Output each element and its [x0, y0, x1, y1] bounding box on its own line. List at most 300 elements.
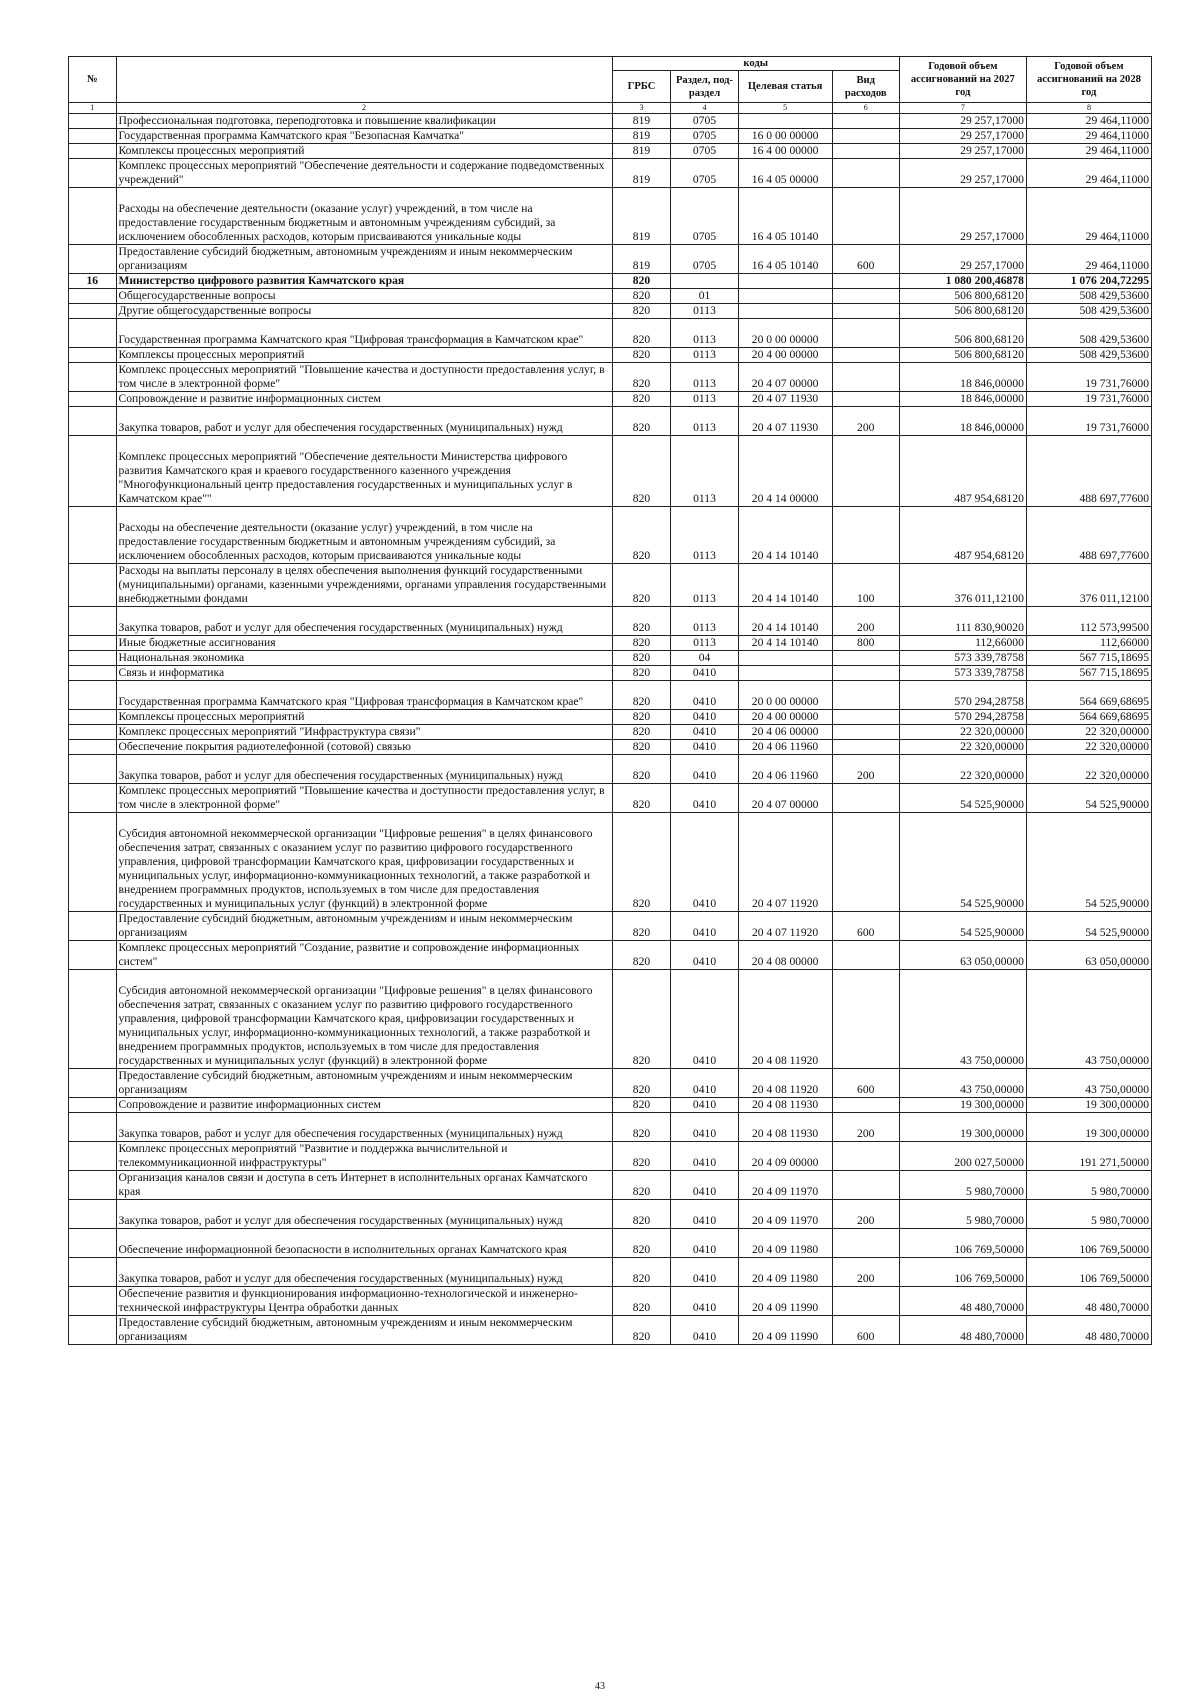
section-code: 0705: [671, 159, 738, 188]
expense-type-code: [832, 710, 899, 725]
grbs-code: 820: [612, 681, 671, 710]
grbs-code: 820: [612, 755, 671, 784]
target-article-code: 20 4 09 11990: [738, 1287, 832, 1316]
volume-2027: 376 011,12100: [899, 564, 1026, 607]
section-code: 0113: [671, 407, 738, 436]
table-row: [69, 114, 1152, 129]
expense-name: Связь и информатика: [116, 666, 612, 681]
volume-2028: 5 980,70000: [1026, 1200, 1151, 1229]
row-number: [69, 813, 117, 912]
grbs-code: 820: [612, 274, 671, 289]
grbs-code: 820: [612, 1142, 671, 1171]
volume-2028: 19 731,76000: [1026, 407, 1151, 436]
section-code: 0705: [671, 114, 738, 129]
row-number: [69, 1069, 117, 1098]
row-number: [69, 1113, 117, 1142]
expense-name: Закупка товаров, работ и услуг для обеспечения государственных (муниципальных) нужд: [116, 607, 612, 636]
grbs-code: 820: [612, 784, 671, 813]
row-number: [69, 784, 117, 813]
grbs-code: 820: [612, 348, 671, 363]
expense-type-code: 100: [832, 564, 899, 607]
volume-2028: 106 769,50000: [1026, 1258, 1151, 1287]
expense-name: Комплекс процессных мероприятий "Повышение качества и доступности предоставления услуг, в том числе в электронной форме": [116, 784, 612, 813]
expense-type-code: [832, 1098, 899, 1113]
expense-type-code: [832, 392, 899, 407]
expense-name: Закупка товаров, работ и услуг для обеспечения государственных (муниципальных) нужд: [116, 1258, 612, 1287]
section-code: 0705: [671, 129, 738, 144]
expense-type-code: 200: [832, 755, 899, 784]
grbs-code: 820: [612, 725, 671, 740]
volume-2027: 5 980,70000: [899, 1200, 1026, 1229]
table-row: [69, 1287, 1152, 1316]
volume-2028: 567 715,18695: [1026, 651, 1151, 666]
table-row: [69, 755, 1152, 784]
row-number: [69, 159, 117, 188]
row-number: [69, 1098, 117, 1113]
volume-2028: 1 076 204,72295: [1026, 274, 1151, 289]
row-number: [69, 1229, 117, 1258]
expense-name: Комплекс процессных мероприятий "Развитие и поддержка вычислительной и телекоммуникационной инфраструктуры": [116, 1142, 612, 1171]
expense-type-code: 800: [832, 636, 899, 651]
header-codes: коды: [612, 57, 899, 71]
section-code: 0410: [671, 784, 738, 813]
grbs-code: 820: [612, 1229, 671, 1258]
expense-type-code: 200: [832, 1258, 899, 1287]
expense-type-code: 200: [832, 607, 899, 636]
section-code: 0410: [671, 666, 738, 681]
volume-2028: 508 429,53600: [1026, 304, 1151, 319]
target-article-code: 20 4 09 11980: [738, 1258, 832, 1287]
volume-2027: 506 800,68120: [899, 304, 1026, 319]
table-row: [69, 1258, 1152, 1287]
grbs-code: 820: [612, 319, 671, 348]
row-number: [69, 188, 117, 245]
target-article-code: 16 4 05 00000: [738, 159, 832, 188]
expense-type-code: [832, 651, 899, 666]
volume-2027: 19 300,00000: [899, 1098, 1026, 1113]
grbs-code: 819: [612, 159, 671, 188]
col-number: 3: [612, 103, 671, 114]
volume-2028: 29 464,11000: [1026, 144, 1151, 159]
col-number: 4: [671, 103, 738, 114]
row-number: [69, 1316, 117, 1345]
volume-2028: 488 697,77600: [1026, 436, 1151, 507]
volume-2027: 18 846,00000: [899, 407, 1026, 436]
section-code: 0410: [671, 1142, 738, 1171]
expense-name: Государственная программа Камчатского края "Безопасная Камчатка": [116, 129, 612, 144]
row-number: [69, 1258, 117, 1287]
volume-2028: 29 464,11000: [1026, 245, 1151, 274]
target-article-code: 20 0 00 00000: [738, 681, 832, 710]
table-row: [69, 1069, 1152, 1098]
volume-2028: 191 271,50000: [1026, 1142, 1151, 1171]
table-row: [69, 363, 1152, 392]
grbs-code: 820: [612, 1287, 671, 1316]
expense-type-code: 600: [832, 1316, 899, 1345]
section-code: 0410: [671, 755, 738, 784]
expense-name: Субсидия автономной некоммерческой организации "Цифровые решения" в целях финансового обеспечения затрат, связанных с оказанием услуг по развитию цифрового государственного управления, цифровой трансформации Камчатского края, цифровизации государственных и муниципальных услуг, информационно-коммуникационных технологий, а также разработкой и внедрением программных продуктов, используемых в том числе для предоставления государственных и муниципальных услуг (функций) в электронной форме: [116, 970, 612, 1069]
section-code: 0410: [671, 1113, 738, 1142]
grbs-code: 820: [612, 1200, 671, 1229]
target-article-code: 20 4 14 10140: [738, 636, 832, 651]
table-row: [69, 159, 1152, 188]
section-code: [671, 274, 738, 289]
volume-2027: 29 257,17000: [899, 129, 1026, 144]
volume-2027: 18 846,00000: [899, 363, 1026, 392]
expense-name: Предоставление субсидий бюджетным, автономным учреждениям и иным некоммерческим организациям: [116, 1316, 612, 1345]
expense-name: Обеспечение покрытия радиотелефонной (сотовой) связью: [116, 740, 612, 755]
table-row: [69, 245, 1152, 274]
grbs-code: 819: [612, 188, 671, 245]
section-code: 0113: [671, 436, 738, 507]
target-article-code: 20 4 08 11930: [738, 1113, 832, 1142]
grbs-code: 820: [612, 1316, 671, 1345]
expense-name: Комплексы процессных мероприятий: [116, 144, 612, 159]
volume-2028: 19 731,76000: [1026, 392, 1151, 407]
target-article-code: 20 4 09 11980: [738, 1229, 832, 1258]
row-number: [69, 304, 117, 319]
target-article-code: 20 4 08 11930: [738, 1098, 832, 1113]
expense-name: Национальная экономика: [116, 651, 612, 666]
target-article-code: [738, 651, 832, 666]
section-code: 0113: [671, 319, 738, 348]
volume-2028: 29 464,11000: [1026, 129, 1151, 144]
volume-2027: 22 320,00000: [899, 755, 1026, 784]
expense-type-code: [832, 159, 899, 188]
volume-2027: 573 339,78758: [899, 651, 1026, 666]
row-number: [69, 740, 117, 755]
table-row: [69, 1142, 1152, 1171]
row-number: [69, 755, 117, 784]
grbs-code: 820: [612, 289, 671, 304]
grbs-code: 819: [612, 144, 671, 159]
grbs-code: 820: [612, 813, 671, 912]
table-row: [69, 1171, 1152, 1200]
expense-name: Расходы на выплаты персоналу в целях обеспечения выполнения функций государственными (муниципальными) органами, казенными учреждениями, органами управления государственными внебюджетными фондами: [116, 564, 612, 607]
col-number: 7: [899, 103, 1026, 114]
section-code: 0113: [671, 607, 738, 636]
section-code: 0410: [671, 740, 738, 755]
target-article-code: 20 4 06 11960: [738, 755, 832, 784]
volume-2027: 106 769,50000: [899, 1258, 1026, 1287]
target-article-code: [738, 274, 832, 289]
header-volume-2028: Годовой объем ассигнований на 2028 год: [1026, 57, 1151, 103]
table-row: [69, 407, 1152, 436]
expense-type-code: [832, 114, 899, 129]
section-code: 0410: [671, 1316, 738, 1345]
section-code: 0410: [671, 725, 738, 740]
section-code: 0705: [671, 144, 738, 159]
table-row: [69, 436, 1152, 507]
expense-name: Обеспечение информационной безопасности в исполнительных органах Камчатского края: [116, 1229, 612, 1258]
table-row: [69, 681, 1152, 710]
expense-name: Профессиональная подготовка, переподготовка и повышение квалификации: [116, 114, 612, 129]
col-number: 1: [69, 103, 117, 114]
section-code: 0410: [671, 912, 738, 941]
target-article-code: 20 4 09 11970: [738, 1200, 832, 1229]
grbs-code: 820: [612, 1098, 671, 1113]
table-row: [69, 274, 1152, 289]
expense-name: Закупка товаров, работ и услуг для обеспечения государственных (муниципальных) нужд: [116, 1113, 612, 1142]
volume-2028: 112,66000: [1026, 636, 1151, 651]
volume-2028: 19 300,00000: [1026, 1098, 1151, 1113]
grbs-code: 819: [612, 245, 671, 274]
volume-2027: 54 525,90000: [899, 813, 1026, 912]
volume-2027: 48 480,70000: [899, 1287, 1026, 1316]
target-article-code: 20 4 07 00000: [738, 363, 832, 392]
grbs-code: 820: [612, 564, 671, 607]
volume-2028: 22 320,00000: [1026, 740, 1151, 755]
col-number: 6: [832, 103, 899, 114]
grbs-code: 820: [612, 1258, 671, 1287]
volume-2028: 54 525,90000: [1026, 784, 1151, 813]
row-number: [69, 636, 117, 651]
expense-name: Комплекс процессных мероприятий "Обеспечение деятельности и содержание подведомственных учреждений": [116, 159, 612, 188]
volume-2027: 18 846,00000: [899, 392, 1026, 407]
volume-2027: 43 750,00000: [899, 1069, 1026, 1098]
volume-2027: 29 257,17000: [899, 144, 1026, 159]
expense-name: Расходы на обеспечение деятельности (оказание услуг) учреждений, в том числе на предоставление государственным бюджетным и автономным учреждениям субсидий, за исключением обособленных расходов, которым присваиваются уникальные коды: [116, 188, 612, 245]
target-article-code: [738, 289, 832, 304]
grbs-code: 820: [612, 970, 671, 1069]
expense-type-code: [832, 970, 899, 1069]
volume-2028: 48 480,70000: [1026, 1287, 1151, 1316]
section-code: 0410: [671, 1098, 738, 1113]
volume-2027: 112,66000: [899, 636, 1026, 651]
volume-2028: 29 464,11000: [1026, 114, 1151, 129]
volume-2027: 54 525,90000: [899, 784, 1026, 813]
volume-2028: 22 320,00000: [1026, 725, 1151, 740]
grbs-code: 820: [612, 607, 671, 636]
target-article-code: 20 4 14 10140: [738, 507, 832, 564]
section-code: 0113: [671, 304, 738, 319]
table-body: [69, 114, 1152, 1345]
expense-name: Закупка товаров, работ и услуг для обеспечения государственных (муниципальных) нужд: [116, 1200, 612, 1229]
volume-2027: 506 800,68120: [899, 289, 1026, 304]
expense-type-code: [832, 1229, 899, 1258]
section-code: 0113: [671, 636, 738, 651]
expense-name: Комплекс процессных мероприятий "Повышение качества и доступности предоставления услуг, в том числе в электронной форме": [116, 363, 612, 392]
grbs-code: 820: [612, 636, 671, 651]
expense-type-code: [832, 507, 899, 564]
volume-2027: 506 800,68120: [899, 319, 1026, 348]
row-number: [69, 681, 117, 710]
grbs-code: 820: [612, 941, 671, 970]
header-num: №: [69, 57, 117, 103]
expense-type-code: 600: [832, 912, 899, 941]
header-volume-2027: Годовой объем ассигнований на 2027 год: [899, 57, 1026, 103]
volume-2028: 29 464,11000: [1026, 159, 1151, 188]
row-number: [69, 1171, 117, 1200]
section-code: 04: [671, 651, 738, 666]
volume-2028: 54 525,90000: [1026, 912, 1151, 941]
appropriations-table: [68, 56, 1152, 1345]
volume-2027: 487 954,68120: [899, 436, 1026, 507]
expense-name: Сопровождение и развитие информационных систем: [116, 1098, 612, 1113]
grbs-code: 820: [612, 651, 671, 666]
section-code: 0113: [671, 507, 738, 564]
section-code: 0113: [671, 348, 738, 363]
row-number: [69, 507, 117, 564]
row-number: [69, 289, 117, 304]
target-article-code: 20 4 00 00000: [738, 710, 832, 725]
volume-2027: 570 294,28758: [899, 710, 1026, 725]
section-code: 0410: [671, 1069, 738, 1098]
grbs-code: 820: [612, 1069, 671, 1098]
volume-2027: 48 480,70000: [899, 1316, 1026, 1345]
target-article-code: [738, 304, 832, 319]
page-number: 43: [595, 1681, 605, 1692]
target-article-code: 20 4 00 00000: [738, 348, 832, 363]
row-number: [69, 651, 117, 666]
row-number: [69, 436, 117, 507]
table-row: [69, 348, 1152, 363]
table-row: [69, 813, 1152, 912]
grbs-code: 820: [612, 1113, 671, 1142]
row-number: [69, 144, 117, 159]
expense-type-code: [832, 129, 899, 144]
expense-type-code: [832, 319, 899, 348]
volume-2027: 573 339,78758: [899, 666, 1026, 681]
volume-2027: 200 027,50000: [899, 1142, 1026, 1171]
grbs-code: 820: [612, 392, 671, 407]
grbs-code: 820: [612, 912, 671, 941]
row-number: [69, 970, 117, 1069]
table-row: [69, 1098, 1152, 1113]
row-number: [69, 564, 117, 607]
volume-2027: 570 294,28758: [899, 681, 1026, 710]
target-article-code: 20 4 07 11920: [738, 912, 832, 941]
target-article-code: 20 4 06 11960: [738, 740, 832, 755]
grbs-code: 819: [612, 114, 671, 129]
expense-type-code: [832, 144, 899, 159]
section-code: 0113: [671, 392, 738, 407]
expense-name: Министерство цифрового развития Камчатского края: [116, 274, 612, 289]
expense-type-code: [832, 363, 899, 392]
volume-2028: 564 669,68695: [1026, 681, 1151, 710]
target-article-code: 20 4 07 11930: [738, 407, 832, 436]
expense-name: Комплексы процессных мероприятий: [116, 710, 612, 725]
column-numbers-row: [69, 103, 1152, 114]
grbs-code: 819: [612, 129, 671, 144]
header-expense-type: Вид расходов: [832, 71, 899, 103]
section-code: 0410: [671, 941, 738, 970]
expense-type-code: 600: [832, 1069, 899, 1098]
expense-name: Сопровождение и развитие информационных систем: [116, 392, 612, 407]
expense-name: Комплекс процессных мероприятий "Обеспечение деятельности Министерства цифрового развития Камчатского края и краевого государственного казенного учреждения "Многофункциональный центр предоставления государственных и муниципальных услуг в Камчатском крае"": [116, 436, 612, 507]
target-article-code: 20 4 14 10140: [738, 607, 832, 636]
volume-2028: 22 320,00000: [1026, 755, 1151, 784]
expense-name: Другие общегосударственные вопросы: [116, 304, 612, 319]
row-number: [69, 607, 117, 636]
volume-2027: 29 257,17000: [899, 188, 1026, 245]
expense-name: Комплекс процессных мероприятий "Создание, развитие и сопровождение информационных систем": [116, 941, 612, 970]
expense-type-code: [832, 941, 899, 970]
volume-2027: 19 300,00000: [899, 1113, 1026, 1142]
expense-name: Закупка товаров, работ и услуг для обеспечения государственных (муниципальных) нужд: [116, 407, 612, 436]
table-row: [69, 636, 1152, 651]
section-code: 0410: [671, 1171, 738, 1200]
expense-type-code: [832, 681, 899, 710]
section-code: 0410: [671, 1229, 738, 1258]
volume-2027: 63 050,00000: [899, 941, 1026, 970]
table-row: [69, 725, 1152, 740]
expense-type-code: [832, 348, 899, 363]
target-article-code: 20 4 07 11930: [738, 392, 832, 407]
col-number: 2: [116, 103, 612, 114]
row-number: 16: [69, 274, 117, 289]
row-number: [69, 245, 117, 274]
volume-2027: 22 320,00000: [899, 740, 1026, 755]
section-code: 0705: [671, 188, 738, 245]
table-row: [69, 507, 1152, 564]
target-article-code: 20 4 08 11920: [738, 1069, 832, 1098]
target-article-code: 20 4 07 00000: [738, 784, 832, 813]
table-row: [69, 1316, 1152, 1345]
grbs-code: 820: [612, 740, 671, 755]
expense-name: Расходы на обеспечение деятельности (оказание услуг) учреждений, в том числе на предоставление государственным бюджетным и автономным учреждениям субсидий, за исключением обособленных расходов, которым присваиваются уникальные коды: [116, 507, 612, 564]
expense-name: Государственная программа Камчатского края "Цифровая трансформация в Камчатском крае": [116, 681, 612, 710]
expense-type-code: 200: [832, 1113, 899, 1142]
table-row: [69, 144, 1152, 159]
expense-type-code: [832, 436, 899, 507]
volume-2028: 29 464,11000: [1026, 188, 1151, 245]
grbs-code: 820: [612, 363, 671, 392]
volume-2027: 1 080 200,46878: [899, 274, 1026, 289]
volume-2027: 506 800,68120: [899, 348, 1026, 363]
grbs-code: 820: [612, 507, 671, 564]
volume-2028: 63 050,00000: [1026, 941, 1151, 970]
expense-type-code: [832, 1142, 899, 1171]
col-number: 5: [738, 103, 832, 114]
row-number: [69, 666, 117, 681]
expense-type-code: [832, 304, 899, 319]
target-article-code: 20 0 00 00000: [738, 319, 832, 348]
volume-2027: 111 830,90020: [899, 607, 1026, 636]
table-row: [69, 1229, 1152, 1258]
section-code: 0410: [671, 970, 738, 1069]
header-name: [116, 57, 612, 103]
section-code: 0113: [671, 363, 738, 392]
grbs-code: 820: [612, 304, 671, 319]
target-article-code: 16 4 00 00000: [738, 144, 832, 159]
row-number: [69, 129, 117, 144]
target-article-code: 16 4 05 10140: [738, 188, 832, 245]
row-number: [69, 1200, 117, 1229]
expense-type-code: [832, 1287, 899, 1316]
expense-type-code: [832, 666, 899, 681]
expense-name: Комплекс процессных мероприятий "Инфраструктура связи": [116, 725, 612, 740]
volume-2028: 567 715,18695: [1026, 666, 1151, 681]
row-number: [69, 941, 117, 970]
table-row: [69, 1113, 1152, 1142]
volume-2028: 508 429,53600: [1026, 289, 1151, 304]
expense-type-code: [832, 188, 899, 245]
table-row: [69, 129, 1152, 144]
target-article-code: [738, 114, 832, 129]
volume-2028: 106 769,50000: [1026, 1229, 1151, 1258]
target-article-code: 20 4 14 00000: [738, 436, 832, 507]
section-code: 0410: [671, 1287, 738, 1316]
volume-2028: 508 429,53600: [1026, 348, 1151, 363]
expense-name: Государственная программа Камчатского края "Цифровая трансформация в Камчатском крае": [116, 319, 612, 348]
target-article-code: 20 4 14 10140: [738, 564, 832, 607]
row-number: [69, 114, 117, 129]
expense-name: Предоставление субсидий бюджетным, автономным учреждениям и иным некоммерческим организациям: [116, 245, 612, 274]
section-code: 01: [671, 289, 738, 304]
table-row: [69, 392, 1152, 407]
target-article-code: 20 4 09 11990: [738, 1316, 832, 1345]
